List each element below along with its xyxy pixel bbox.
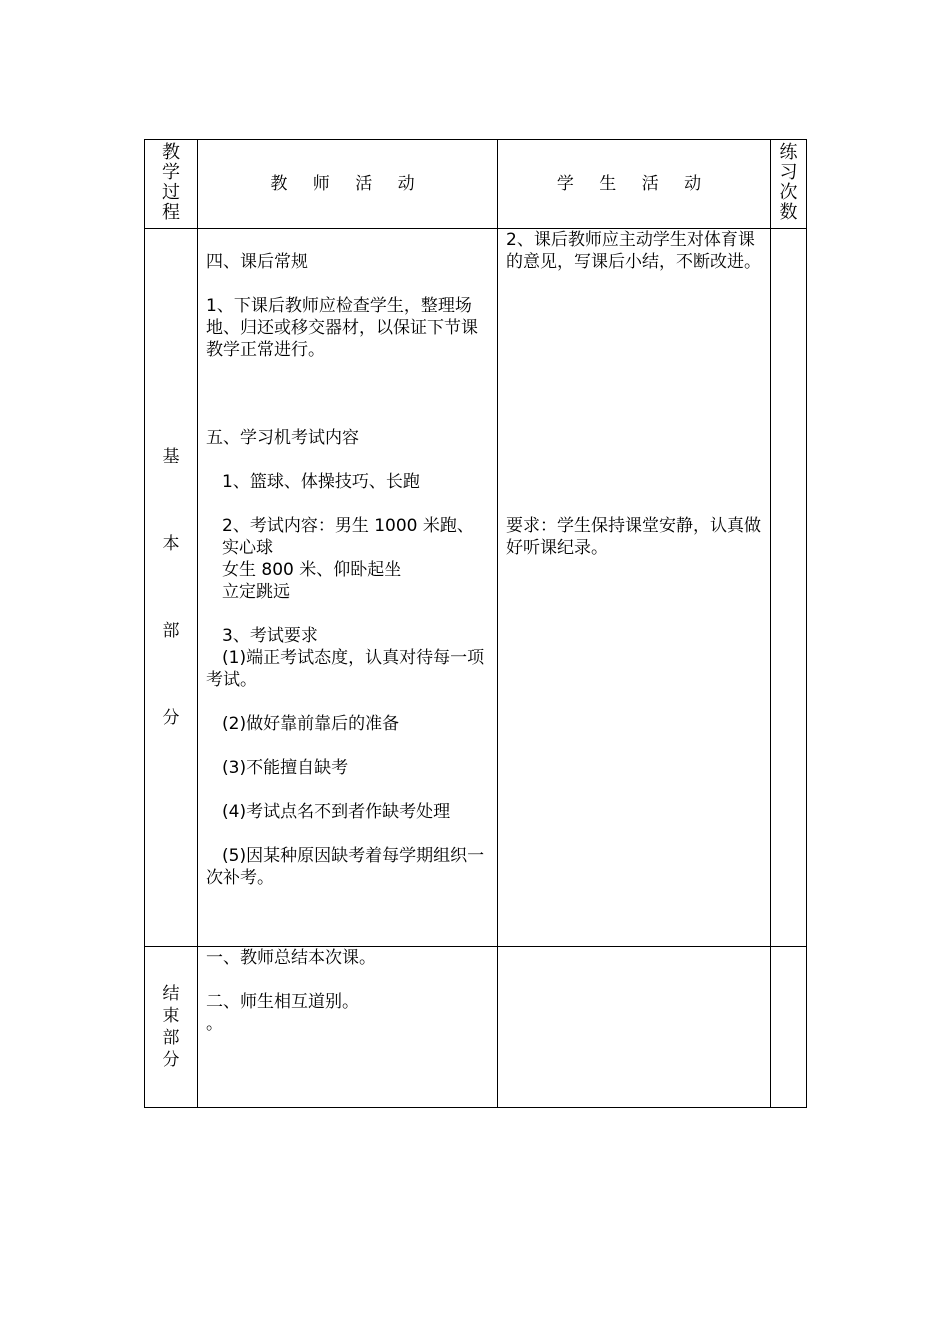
main-label-char: 本 <box>162 534 180 554</box>
main-label-char: 基 <box>162 447 180 467</box>
header-process <box>145 140 198 229</box>
header-practice-char: 数 <box>779 202 798 223</box>
end-section-row <box>145 947 807 1108</box>
section-5-item-1: 1、篮球、体操技巧、长跑 <box>222 472 420 492</box>
main-practice-cell <box>771 229 807 947</box>
end-label-char: 束 <box>162 1006 180 1026</box>
header-row <box>145 140 807 229</box>
end-item-2: 二、师生相互道别。 <box>206 992 359 1012</box>
exam-requirement-1: (1)端正考试态度，认真对待每一项考试。 <box>206 648 485 690</box>
header-practice-count <box>771 140 807 229</box>
section-4-item-1: 1、下课后教师应检查学生，整理场地、归还或移交器材，以保证下节课教学正常进行。 <box>206 296 478 360</box>
main-label-char: 分 <box>162 708 180 728</box>
header-process-char: 学 <box>162 162 180 183</box>
end-teacher-cell <box>198 947 498 1108</box>
main-student-cell <box>498 229 771 947</box>
section-5-item-2-line-1: 2、考试内容：男生 1000 米跑、实心球 <box>222 516 474 558</box>
header-practice-char: 习 <box>779 162 798 183</box>
end-item-3: 。 <box>206 1014 223 1034</box>
header-student-activity: 学 生 活 动 <box>498 140 771 229</box>
end-label-char: 分 <box>162 1050 180 1070</box>
student-item-2: 2、课后教师应主动学生对体育课的意见，写课后小结，不断改进。 <box>506 230 761 272</box>
section-5-title: 五、学习机考试内容 <box>206 428 359 448</box>
header-process-char: 过 <box>162 182 180 203</box>
exam-requirement-4: (4)考试点名不到者作缺考处理 <box>222 802 451 822</box>
end-section-label <box>145 947 198 1108</box>
student-requirement: 要求：学生保持课堂安静，认真做好听课纪录。 <box>506 516 761 558</box>
lesson-plan-table <box>144 139 807 1108</box>
section-5-item-2-line-2: 女生 800 米、仰卧起坐 <box>222 560 402 580</box>
main-teacher-cell <box>198 229 498 947</box>
main-section-label <box>145 229 198 947</box>
end-practice-cell <box>771 947 807 1108</box>
main-label-char: 部 <box>162 621 180 641</box>
end-student-cell <box>498 947 771 1108</box>
section-5-item-2-line-3: 立定跳远 <box>222 582 290 602</box>
section-4-title: 四、课后常规 <box>206 252 308 272</box>
end-label-char: 结 <box>162 984 180 1004</box>
end-item-1: 一、教师总结本次课。 <box>206 948 376 968</box>
end-label-char: 部 <box>162 1028 180 1048</box>
header-teacher-activity: 教 师 活 动 <box>198 140 498 229</box>
exam-requirement-3: (3)不能擅自缺考 <box>222 758 349 778</box>
exam-requirement-5: (5)因某种原因缺考着每学期组织一次补考。 <box>206 846 485 888</box>
header-process-char: 程 <box>162 202 180 223</box>
exam-requirement-2: (2)做好靠前靠后的准备 <box>222 714 400 734</box>
header-practice-char: 练 <box>779 142 798 163</box>
section-5-item-3-title: 3、考试要求 <box>222 626 318 646</box>
header-practice-char: 次 <box>779 182 798 203</box>
main-section-row <box>145 229 807 947</box>
header-process-char: 教 <box>162 142 180 163</box>
